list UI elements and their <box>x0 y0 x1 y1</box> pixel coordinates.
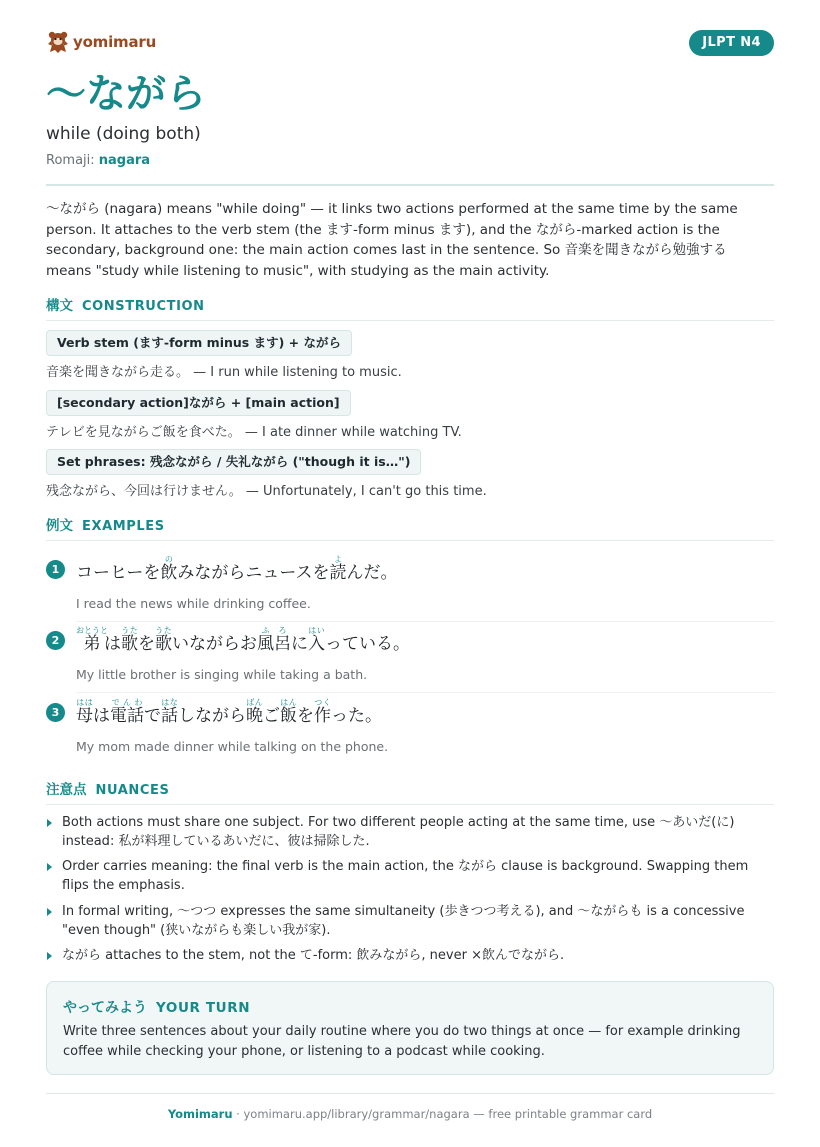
furigana-word: 歌うた <box>121 626 138 654</box>
examples-heading <box>46 514 774 541</box>
nuances-heading-jp: 注意点 <box>46 782 87 798</box>
furigana-word: 晩ばん <box>246 698 263 726</box>
romaji-value: nagara <box>98 153 151 168</box>
nuance-item: ながら attaches to the stem, not the て-form: 飲みながら, never ×飲んでながら. <box>62 948 565 963</box>
brand-name: yomimaru <box>73 33 157 51</box>
furigana-word: 入はい <box>308 626 325 654</box>
romaji-line <box>46 153 150 168</box>
bullet-icon <box>47 952 52 960</box>
construction-formula: Set phrases: 残念ながら / 失礼ながら ("though it is…") <box>46 449 421 475</box>
examples-heading-jp: 例文 <box>46 518 73 534</box>
construction-example: 残念ながら、今回は行けません。 — Unfortunately, I can't go this time. <box>46 484 487 499</box>
nuances-heading-en: NUANCES <box>95 783 170 798</box>
furigana-word: 飯はん <box>280 698 297 726</box>
footer-brand[interactable]: Yomimaru <box>167 1107 233 1121</box>
brand[interactable] <box>46 30 156 54</box>
construction-example: 音楽を聞きながら走る。 — I run while listening to music. <box>46 365 402 380</box>
construction-heading-jp: 構文 <box>46 298 73 314</box>
furigana-word: 電話でんわ <box>110 698 144 726</box>
furigana-word: 母はは <box>76 698 93 726</box>
furigana-word: 風ふ <box>257 626 274 654</box>
example-divider <box>76 692 774 693</box>
example-number: 1 <box>46 560 65 579</box>
example-number: 3 <box>46 703 65 722</box>
construction-formula: Verb stem (ます-form minus ます) + ながら <box>46 330 352 356</box>
nuance-item: In formal writing, 〜つつ expresses the same simultaneity (歩きつつ考える), and 〜ながらも is a concessive "even though" (狭いながらも楽しい我が家). <box>62 904 745 938</box>
your-turn-prompt: Write three sentences about your daily routine where you do two things at once — for example drinking coffee while checking your phone, or listening to a podcast while cooking. <box>63 1024 741 1059</box>
romaji-label: Romaji: <box>46 153 95 168</box>
bullet-icon <box>47 819 52 827</box>
tanuki-mascot-icon <box>46 30 70 54</box>
your-turn-box <box>46 981 774 1075</box>
furigana-word: 呂ろ <box>274 626 291 654</box>
construction-heading-en: CONSTRUCTION <box>82 299 205 314</box>
example-japanese: コーヒーを飲のみながらニュースを読よんだ。 <box>76 555 398 583</box>
nuances-heading <box>46 778 774 805</box>
example-japanese: 母ははは電話でんわで話はなしながら晩ばんご飯はんを作つくった。 <box>76 698 382 726</box>
furigana-word: 飲の <box>160 555 178 583</box>
intro-paragraph: 〜ながら (nagara) means "while doing" — it links two actions performed at the same time by the same person. It attaches to the verb stem (the ます-form minus ます), and the ながら-marked action is the secondary, background one: the main action comes last in the sentence. So 音楽を聞きながら勉強する means "study while listening to music", with studying as the main activity. <box>46 201 738 279</box>
example-translation: My little brother is singing while taking a bath. <box>76 667 368 682</box>
construction-heading <box>46 294 774 321</box>
furigana-word: 歌うた <box>155 626 172 654</box>
nuance-item: Order carries meaning: the final verb is the main action, the ながら clause is background. Swapping them flips the emphasis. <box>62 859 749 893</box>
furigana-word: 弟おとうと <box>76 626 108 654</box>
furigana-word: 話はな <box>161 698 178 726</box>
bullet-icon <box>47 908 52 916</box>
construction-example: テレビを見ながらご飯を食べた。 — I ate dinner while watching TV. <box>46 425 462 440</box>
example-translation: My mom made dinner while talking on the phone. <box>76 739 389 754</box>
furigana-word: 作つく <box>314 698 331 726</box>
furigana-word: 読よ <box>329 555 347 583</box>
header-divider <box>46 184 774 186</box>
jlpt-level-badge: JLPT N4 <box>689 30 774 56</box>
example-number: 2 <box>46 631 65 650</box>
pattern-meaning: while (doing both) <box>46 124 201 144</box>
footer <box>46 1107 774 1121</box>
bullet-icon <box>47 863 52 871</box>
grammar-pattern-title: 〜ながら <box>46 71 206 117</box>
nuance-item: Both actions must share one subject. For two different people acting at the same time, use 〜あいだ(に) instead: 私が料理しているあいだに、彼は掃除した. <box>62 815 735 849</box>
example-divider <box>76 621 774 622</box>
examples-heading-en: EXAMPLES <box>82 519 165 534</box>
footer-text: · yomimaru.app/library/grammar/nagara — free printable grammar card <box>232 1107 653 1121</box>
example-japanese: 弟おとうとは歌うたを歌うたいながらお風ふ呂ろに入はいっている。 <box>76 626 410 654</box>
your-turn-heading-jp: やってみよう <box>63 1000 147 1016</box>
example-translation: I read the news while drinking coffee. <box>76 596 311 611</box>
your-turn-heading <box>63 997 250 1017</box>
construction-formula: [secondary action]ながら + [main action] <box>46 390 351 416</box>
your-turn-heading-en: YOUR TURN <box>156 1000 251 1016</box>
footer-divider <box>46 1093 774 1094</box>
